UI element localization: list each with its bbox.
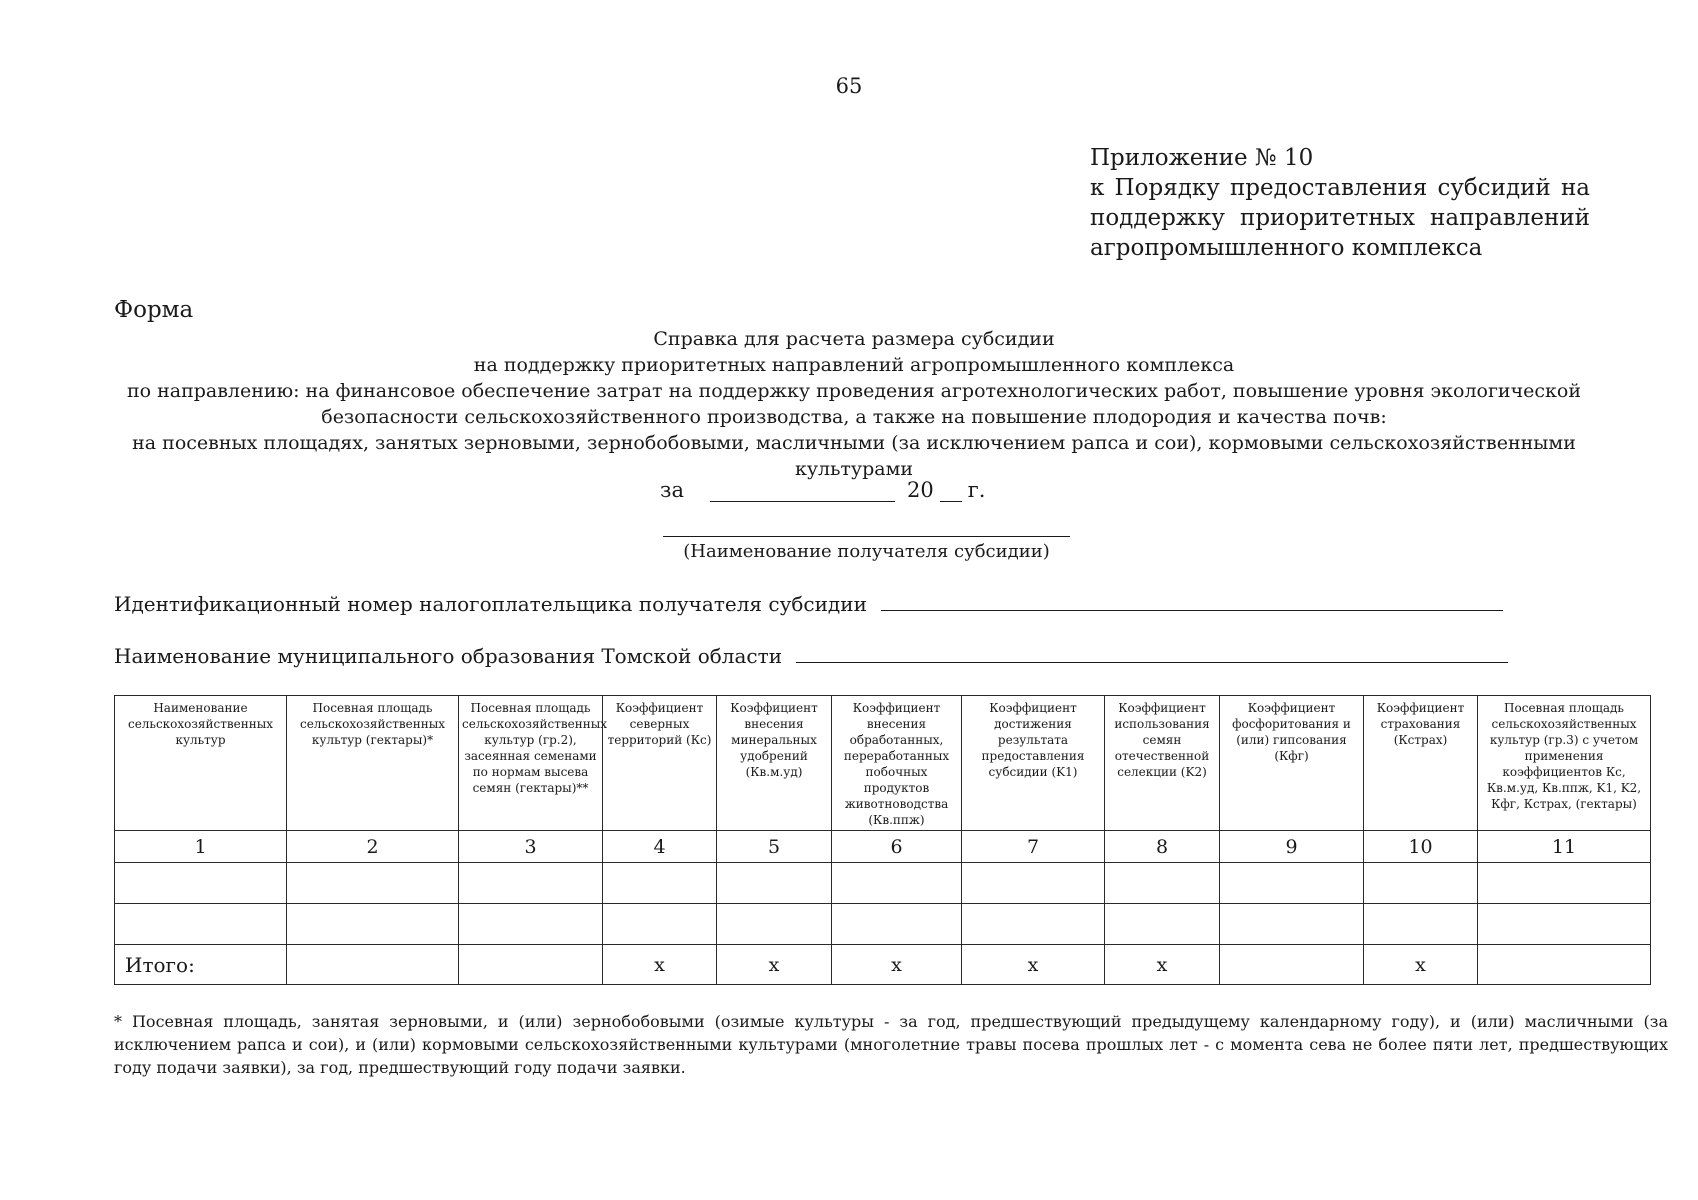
column-number: 11 <box>1478 831 1651 863</box>
table-cell[interactable] <box>1364 863 1478 904</box>
appendix-line: к Порядку предоставления субсидий на <box>1090 175 1590 201</box>
total-cell: x <box>603 945 717 985</box>
table-cell[interactable] <box>832 863 962 904</box>
table-row <box>115 904 1651 945</box>
period-blank[interactable] <box>710 481 895 502</box>
total-cell[interactable] <box>1478 945 1651 985</box>
table-cell[interactable] <box>287 904 459 945</box>
recipient-name-blank[interactable] <box>663 536 1070 537</box>
appendix-line: агропромышленного комплекса <box>1090 235 1483 261</box>
municipality-blank[interactable] <box>796 644 1508 663</box>
total-cell: x <box>832 945 962 985</box>
column-header: Посевная площадь сельскохозяйственных культур (гр.3) с учетом применения коэффициентов Кс, Кв.м.уд, Кв.ппж, K1, K2, Кфг, Кстрах, (гектары) <box>1478 696 1651 831</box>
column-header: Коэффициент северных территорий (Кс) <box>603 696 717 831</box>
column-number: 10 <box>1364 831 1478 863</box>
appendix-line: поддержку приоритетных направлений <box>1090 205 1590 231</box>
year-suffix: г. <box>967 478 986 502</box>
column-header: Коэффициент внесения обработанных, переработанных побочных продуктов животноводства (Кв.ппж) <box>832 696 962 831</box>
year-prefix: 20 <box>906 478 934 502</box>
year-blank[interactable] <box>940 481 962 502</box>
total-cell[interactable] <box>1220 945 1364 985</box>
total-cell: x <box>1364 945 1478 985</box>
inn-blank[interactable] <box>881 592 1503 611</box>
total-label: Итого: <box>115 945 287 985</box>
appendix-header <box>1090 143 1590 263</box>
table-cell[interactable] <box>962 863 1105 904</box>
footnote: * Посевная площадь, занятая зерновыми, и (или) зернобобовыми (озимые культуры - за год, предшествующий предыдущему календарному году), и (или) масличными (за исключением рапса и сои), и (или) кормовыми сельскохозяйственными культурами (многолетние травы посева прошлых лет - с момента сева не более пяти лет, предшествующих году подачи заявки), за год, предшествующий году подачи заявки. <box>114 1012 1668 1077</box>
title-line: по направлению: на финансовое обеспечение затрат на поддержку проведения агротехнологических работ, повышение уровня экологической <box>126 380 1582 402</box>
column-header: Коэффициент страхования (Кстрах) <box>1364 696 1478 831</box>
column-header: Коэффициент внесения минеральных удобрений (Кв.м.уд) <box>717 696 832 831</box>
table-cell[interactable] <box>1220 904 1364 945</box>
column-number: 5 <box>717 831 832 863</box>
municipality-field-row <box>114 644 1508 668</box>
total-cell: x <box>717 945 832 985</box>
total-cell[interactable] <box>287 945 459 985</box>
title-line: безопасности сельскохозяйственного производства, а также на повышение плодородия и качества почв: <box>321 406 1387 428</box>
table-header-row <box>115 696 1651 831</box>
table-cell[interactable] <box>1478 863 1651 904</box>
table-cell[interactable] <box>1105 904 1220 945</box>
column-number: 1 <box>115 831 287 863</box>
table-cell[interactable] <box>459 863 603 904</box>
column-number: 8 <box>1105 831 1220 863</box>
appendix-title: Приложение № 10 <box>1090 145 1314 171</box>
total-row <box>115 945 1651 985</box>
document-title <box>114 326 1594 482</box>
column-number: 6 <box>832 831 962 863</box>
subsidy-table <box>114 695 1651 985</box>
title-line: на посевных площадях, занятых зерновыми, зернобобовыми, масличными (за исключением рапса и сои), кормовыми сельскохозяйственными <box>132 432 1576 454</box>
column-header: Коэффициент достижения результата предоставления субсидии (K1) <box>962 696 1105 831</box>
column-header: Наименование сельскохозяйственных культур <box>115 696 287 831</box>
table-cell[interactable] <box>115 863 287 904</box>
table-cell[interactable] <box>832 904 962 945</box>
column-number: 4 <box>603 831 717 863</box>
column-header: Коэффициент использования семян отечественной селекции (K2) <box>1105 696 1220 831</box>
table-cell[interactable] <box>459 904 603 945</box>
title-line: Справка для расчета размера субсидии <box>653 328 1055 350</box>
column-number: 9 <box>1220 831 1364 863</box>
period-prefix: за <box>660 478 684 502</box>
column-header: Посевная площадь сельскохозяйственных культур (гектары)* <box>287 696 459 831</box>
column-header: Коэффициент фосфоритования и (или) гипсования (Кфг) <box>1220 696 1364 831</box>
title-line: культурами <box>794 458 914 480</box>
table-cell[interactable] <box>717 904 832 945</box>
column-number: 2 <box>287 831 459 863</box>
table-cell[interactable] <box>962 904 1105 945</box>
table-cell[interactable] <box>1364 904 1478 945</box>
period-row <box>660 478 985 502</box>
total-cell[interactable] <box>459 945 603 985</box>
table-cell[interactable] <box>1220 863 1364 904</box>
column-header: Посевная площадь сельскохозяйственных культур (гр.2), засеянная семенами по нормам высева семян (гектары)** <box>459 696 603 831</box>
municipality-label: Наименование муниципального образования Томской области <box>114 644 783 668</box>
form-label: Форма <box>114 297 194 323</box>
table-cell[interactable] <box>717 863 832 904</box>
inn-field-row <box>114 592 1503 616</box>
table-cell[interactable] <box>115 904 287 945</box>
table-cell[interactable] <box>1478 904 1651 945</box>
column-number: 3 <box>459 831 603 863</box>
total-cell: x <box>1105 945 1220 985</box>
column-number-row <box>115 831 1651 863</box>
column-number: 7 <box>962 831 1105 863</box>
page-number: 65 <box>835 74 863 98</box>
recipient-caption: (Наименование получателя субсидии) <box>683 541 1050 562</box>
table-cell[interactable] <box>603 904 717 945</box>
table-cell[interactable] <box>603 863 717 904</box>
total-cell: x <box>962 945 1105 985</box>
title-line: на поддержку приоритетных направлений агропромышленного комплекса <box>473 354 1235 376</box>
table-cell[interactable] <box>287 863 459 904</box>
inn-label: Идентификационный номер налогоплательщика получателя субсидии <box>114 592 867 616</box>
table-cell[interactable] <box>1105 863 1220 904</box>
table-row <box>115 863 1651 904</box>
